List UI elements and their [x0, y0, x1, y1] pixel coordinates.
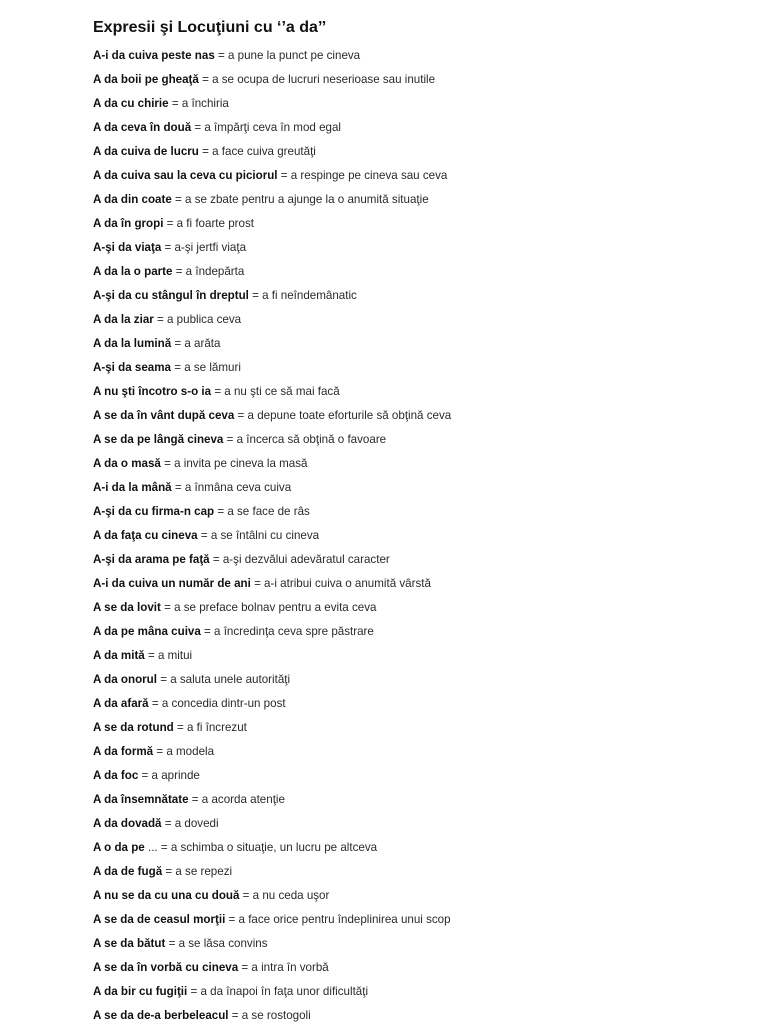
expression-definition: = a face cuiva greutăţi: [198, 145, 316, 158]
list-item: [93, 812, 748, 836]
list-item: [93, 116, 748, 140]
expression-definition: = a se lămuri: [170, 361, 241, 374]
expression-term: A-i da cuiva peste nas: [93, 49, 215, 62]
list-item: [93, 404, 748, 428]
list-item: [93, 548, 748, 572]
expression-definition: = a dovedi: [161, 817, 219, 830]
expression-term: A nu se da cu una cu două: [93, 889, 240, 902]
expression-definition: = a acorda atenţie: [188, 793, 285, 806]
list-item: [93, 692, 748, 716]
expression-definition: = a înmâna ceva cuiva: [171, 481, 292, 494]
list-item: [93, 44, 748, 68]
expression-term: A se da pe lângă cineva: [93, 433, 224, 446]
expression-term: A da la ziar: [93, 313, 154, 326]
list-item: [93, 500, 748, 524]
expression-term: A da dovadă: [93, 817, 162, 830]
expression-definition: = a face orice pentru îndeplinirea unui scop: [225, 913, 451, 926]
expression-term: A nu şti încotro s-o ia: [93, 385, 212, 398]
list-item: [93, 380, 748, 404]
expression-term: A-şi da cu firma-n cap: [93, 505, 215, 518]
expression-term: A da bir cu fugiţii: [93, 985, 188, 998]
list-item: [93, 884, 748, 908]
list-item: [93, 476, 748, 500]
expression-definition: = a-şi jertfi viaţa: [161, 241, 247, 254]
expression-term: A da foc: [93, 769, 139, 782]
expression-definition: = a fi încrezut: [173, 721, 247, 734]
list-item: [93, 836, 748, 860]
expression-definition: = a încerca să obţină o favoare: [223, 433, 387, 446]
expression-definition: = a-şi dezvălui adevăratul caracter: [209, 553, 390, 566]
expression-definition: = a fi neîndemânatic: [248, 289, 357, 302]
expression-definition: = a nu şti ce să mai facă: [211, 385, 340, 398]
list-item: [93, 932, 748, 956]
expression-definition: = a aprinde: [138, 769, 200, 782]
list-item: [93, 572, 748, 596]
expression-term: A se da rotund: [93, 721, 174, 734]
expression-definition: = a fi foarte prost: [163, 217, 254, 230]
expression-list: [93, 44, 748, 1028]
expression-term: A o da pe: [93, 841, 145, 854]
expression-term: A da însemnătate: [93, 793, 189, 806]
expression-term: A-i da la mână: [93, 481, 172, 494]
expression-term: A-i da cuiva un număr de ani: [93, 577, 251, 590]
expression-definition: = a publica ceva: [153, 313, 242, 326]
list-item: [93, 308, 748, 332]
expression-definition: = a respinge pe cineva sau ceva: [277, 169, 448, 182]
expression-definition: = a se întâlni cu cineva: [197, 529, 320, 542]
expression-term: A da afară: [93, 697, 149, 710]
expression-term: A da o masă: [93, 457, 161, 470]
expression-term: A se da în vânt după ceva: [93, 409, 235, 422]
document-title: Expresii şi Locuţiuni cu ‘’a da’’: [93, 19, 327, 36]
expression-definition: = a îndepărta: [172, 265, 245, 278]
expression-term: A-şi da viaţa: [93, 241, 162, 254]
expression-term: A da ceva în două: [93, 121, 192, 134]
expression-term: A da în gropi: [93, 217, 164, 230]
expression-term: A-şi da cu stângul în dreptul: [93, 289, 249, 302]
expression-term: A da boii pe gheaţă: [93, 73, 199, 86]
list-item: [93, 596, 748, 620]
list-item: [93, 356, 748, 380]
expression-definition: = a se rostogoli: [228, 1009, 311, 1022]
expression-term: A da onorul: [93, 673, 157, 686]
expression-definition: = a concedia dintr-un post: [148, 697, 286, 710]
list-item: [93, 188, 748, 212]
expression-definition: = a saluta unele autorităţi: [156, 673, 291, 686]
list-item: [93, 716, 748, 740]
list-item: [93, 908, 748, 932]
expression-term: A se da lovit: [93, 601, 161, 614]
list-item: [93, 236, 748, 260]
expression-term: A da cuiva de lucru: [93, 145, 199, 158]
expression-definition: = a da înapoi în faţa unor dificultăţi: [187, 985, 369, 998]
document-page: [93, 17, 748, 1028]
expression-definition: = a se ocupa de lucruri neserioase sau inutile: [198, 73, 436, 86]
expression-term: A se da de-a berbeleacul: [93, 1009, 229, 1022]
expression-term: A da mită: [93, 649, 145, 662]
expression-definition: = a se lăsa convins: [165, 937, 268, 950]
list-item: [93, 428, 748, 452]
expression-term: A da la o parte: [93, 265, 173, 278]
expression-term: A da cu chirie: [93, 97, 169, 110]
expression-definition: = a invita pe cineva la masă: [160, 457, 308, 470]
expression-definition: = a depune toate eforturile să obţină ceva: [234, 409, 452, 422]
expression-term: A se da de ceasul morţii: [93, 913, 226, 926]
expression-term: A da formă: [93, 745, 154, 758]
expression-term: A da faţa cu cineva: [93, 529, 198, 542]
expression-definition: = a se zbate pentru a ajunge la o anumită situaţie: [171, 193, 429, 206]
list-item: [93, 1004, 748, 1028]
expression-definition: = a nu ceda uşor: [239, 889, 330, 902]
expression-term: A da din coate: [93, 193, 172, 206]
list-item: [93, 164, 748, 188]
expression-definition: = a-i atribui cuiva o anumită vârstă: [250, 577, 431, 590]
expression-definition: = a se preface bolnav pentru a evita ceva: [160, 601, 377, 614]
list-item: [93, 524, 748, 548]
expression-definition: = a pune la punct pe cineva: [214, 49, 361, 62]
list-item: [93, 212, 748, 236]
list-item: [93, 452, 748, 476]
expression-definition: = a se face de râs: [214, 505, 310, 518]
list-item: [93, 68, 748, 92]
list-item: [93, 644, 748, 668]
list-item: [93, 740, 748, 764]
expression-term: A se da bătut: [93, 937, 166, 950]
expression-term: A da pe mâna cuiva: [93, 625, 201, 638]
expression-term: A-şi da arama pe faţă: [93, 553, 210, 566]
list-item: [93, 260, 748, 284]
expression-term: A da la lumină: [93, 337, 172, 350]
expression-definition: ... = a schimba o situaţie, un lucru pe altceva: [144, 841, 378, 854]
expression-definition: = a se repezi: [162, 865, 233, 878]
expression-definition: = a arăta: [171, 337, 221, 350]
expression-definition: = a intra în vorbă: [238, 961, 329, 974]
expression-term: A da cuiva sau la ceva cu piciorul: [93, 169, 278, 182]
expression-term: A se da în vorbă cu cineva: [93, 961, 239, 974]
list-item: [93, 284, 748, 308]
list-item: [93, 332, 748, 356]
list-item: [93, 980, 748, 1004]
list-item: [93, 956, 748, 980]
list-item: [93, 764, 748, 788]
list-item: [93, 788, 748, 812]
expression-definition: = a mitui: [144, 649, 193, 662]
list-item: [93, 620, 748, 644]
expression-definition: = a închiria: [168, 97, 229, 110]
list-item: [93, 668, 748, 692]
expression-definition: = a modela: [153, 745, 215, 758]
expression-definition: = a încredinţa ceva spre păstrare: [200, 625, 374, 638]
expression-term: A da de fugă: [93, 865, 163, 878]
list-item: [93, 140, 748, 164]
expression-term: A-şi da seama: [93, 361, 171, 374]
expression-definition: = a împărţi ceva în mod egal: [191, 121, 341, 134]
list-item: [93, 92, 748, 116]
list-item: [93, 860, 748, 884]
